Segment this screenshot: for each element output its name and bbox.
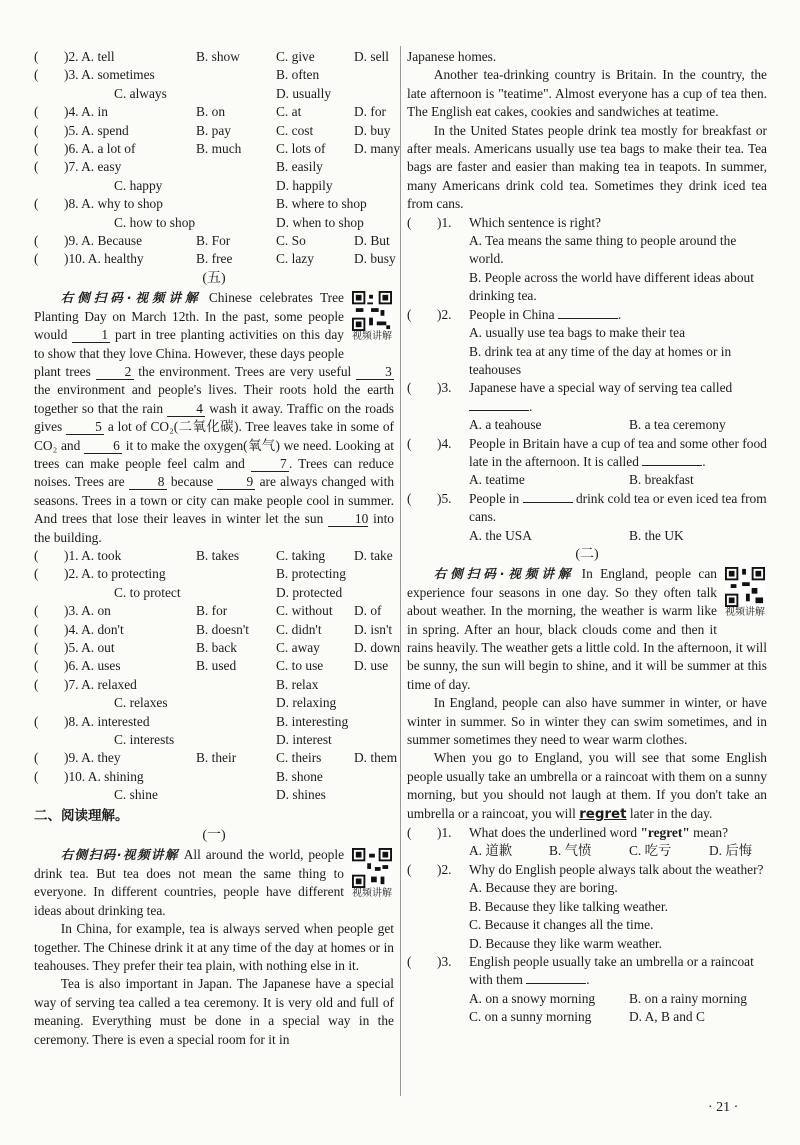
cloze-option-row xyxy=(34,214,394,232)
section-1-title: (一) xyxy=(202,828,226,844)
option-text xyxy=(196,768,276,786)
option: A. usually use tea bags to make their tea xyxy=(469,325,686,341)
cloze-option-row xyxy=(34,103,394,121)
england-paragraph-3: When you go to England, you will see that some English people usually take an umbrella or a raincoat with them on a sunny morning, but you should not laugh at them. If you don't take an umbrella or a raincoat, you will regret later in the day. xyxy=(407,750,767,822)
option-text xyxy=(196,195,276,213)
cloze-option-row xyxy=(34,694,394,712)
blank-6: 6 xyxy=(84,439,122,454)
option-text: )2. A. tell xyxy=(64,49,115,64)
option-text: B. interesting xyxy=(276,713,349,729)
answer-blank xyxy=(642,465,702,466)
option-text xyxy=(354,694,394,712)
option-text xyxy=(196,731,276,749)
option-text: B. free xyxy=(196,251,233,267)
question-england-3: ( )3. English people usually take an umbrella or a raincoat with them . xyxy=(407,953,767,990)
cloze-option-row xyxy=(34,565,394,583)
option-text xyxy=(354,786,394,804)
qr-code[interactable] xyxy=(350,848,394,900)
option-text xyxy=(196,85,276,103)
qr-caption: 视频讲解 xyxy=(352,888,392,900)
option: C. Because it changes all the time. xyxy=(469,917,654,933)
option-text: B. on xyxy=(196,104,226,120)
qr-code-icon xyxy=(352,848,392,888)
option-text xyxy=(354,565,394,583)
option-text xyxy=(196,214,276,232)
option-text: D. down xyxy=(354,640,401,655)
option-text: B. back xyxy=(196,640,237,655)
cloze-option-row xyxy=(34,158,394,176)
option-text: D. them xyxy=(354,750,398,766)
option-text xyxy=(354,158,394,176)
option-text: B. doesn't xyxy=(196,621,250,637)
options-row: A. on a snowy morning B. on a rainy morning xyxy=(469,990,747,1006)
option-text xyxy=(354,214,394,232)
tea-paragraph-3: Tea is also important in Japan. The Japanese have a special way of serving tea called a tea ceremony. It is very old and full of meaning. Everything must be done in a special way in the ceremony. There is even a special room for it in xyxy=(34,976,394,1047)
answer-paren[interactable]: ( xyxy=(34,159,39,175)
qr-caption: 视频讲解 xyxy=(352,331,392,343)
cloze-options-section4 xyxy=(34,48,401,269)
answer-paren[interactable]: ( xyxy=(407,435,412,451)
answer-paren[interactable]: ( xyxy=(34,658,39,674)
option-text xyxy=(354,713,394,731)
answer-paren[interactable]: ( xyxy=(407,825,412,841)
option-text: )8. A. why to shop xyxy=(64,196,163,212)
blank-3: 3 xyxy=(356,365,394,380)
option-text: D. take xyxy=(354,547,393,563)
blank-9: 9 xyxy=(217,475,255,490)
cloze-option-row xyxy=(34,85,394,103)
option-text: C. always xyxy=(114,85,167,101)
option-text xyxy=(354,66,394,84)
option-text: C. lots of xyxy=(276,141,326,157)
answer-blank xyxy=(523,502,573,503)
scan-label: 右侧扫码·视频讲解 xyxy=(60,847,179,863)
options-row: A. the USA B. the UK xyxy=(469,527,684,543)
option-text: )9. A. Because xyxy=(64,233,143,249)
cloze-option-row xyxy=(34,657,394,675)
blank-10: 10 xyxy=(328,512,368,527)
option-text: B. takes xyxy=(196,547,240,563)
cloze-option-row xyxy=(34,140,401,158)
cloze-options-section5 xyxy=(34,547,401,805)
option-text: B. shone xyxy=(276,768,323,784)
blank-2: 2 xyxy=(96,365,134,380)
right-column xyxy=(407,48,767,1027)
question-tea-4: ( )4. People in Britain have a cup of tea and some other food late in the afternoon. It is called . xyxy=(407,435,767,472)
answer-paren[interactable]: ( xyxy=(34,603,39,619)
option-text: C. give xyxy=(276,49,315,64)
option-text: C. happy xyxy=(114,177,163,193)
answer-paren[interactable]: ( xyxy=(34,141,39,157)
answer-paren[interactable]: ( xyxy=(34,676,39,692)
answer-paren[interactable]: ( xyxy=(34,713,39,729)
blank-5: 5 xyxy=(66,420,104,435)
question-england-2: ( )2. Why do English people always talk about the weather? xyxy=(407,861,767,879)
cloze-option-row xyxy=(34,232,394,250)
option-text: B. pay xyxy=(196,122,231,138)
option-text: C. at xyxy=(276,104,302,120)
option-text: )7. A. easy xyxy=(64,159,122,175)
option: B. drink tea at any time of the day at homes or in teahouses xyxy=(469,343,732,377)
scan-label: 右侧扫码·视频讲解 xyxy=(433,566,575,582)
option-text: B. relax xyxy=(276,676,319,692)
question-tea-3: ( )3. Japanese have a special way of serving tea called . xyxy=(407,379,767,416)
answer-blank xyxy=(469,410,529,411)
option-text: )7. A. relaxed xyxy=(64,676,137,692)
option-text: C. shine xyxy=(114,787,158,803)
option-text: C. didn't xyxy=(276,621,322,637)
page-number: · 21 · xyxy=(708,1100,739,1115)
answer-blank xyxy=(526,983,586,984)
option-text: D. happily xyxy=(276,177,333,193)
option-text: C. without xyxy=(276,603,333,619)
blank-8: 8 xyxy=(129,475,167,490)
tea-paragraph-3-end: Japanese homes. xyxy=(407,49,497,64)
option: D. Because they like warm weather. xyxy=(469,935,662,951)
tea-paragraph-2: In China, for example, tea is always served when people get together. The Chinese drink it at any time of the day at homes or in teahouses. They prefer their tea plain, with nothing else in it. xyxy=(34,921,394,973)
option-text xyxy=(354,676,394,694)
option-text: C. taking xyxy=(276,547,326,563)
cloze-option-row xyxy=(34,547,394,565)
answer-paren[interactable]: ( xyxy=(34,104,39,120)
scan-label: 右侧扫码·视频讲解 xyxy=(60,290,202,306)
option-text: D. isn't xyxy=(354,621,393,637)
option-text: C. to use xyxy=(276,658,324,674)
passage-5: 右侧扫码·视频讲解 Chinese celebrates Tree Planting Day on March 12th. In the past, some people would 1 part in tree planting activities on this day to show that they love China. However, these days people plant trees 2 the environment. Trees are very useful 3 the environment and people's lives. Their roots hold the earth together so that the rain 4 wash it away. Traffic on the roads gives 5 a lot of CO₂(二氧化碳). Tree leaves take in some of CO₂ and 6 it to make the oxygen(氧气) we need. Looking at trees can make people feel calm and 7 . Trees can reduce noises. Trees are 8 because 9 are always changed with seasons. Trees in a town or city can make people cool in summer. And trees that lose their leaves in winter let the sun 10 into the building. xyxy=(34,290,395,545)
option-text: B. easily xyxy=(276,159,323,175)
answer-blank xyxy=(558,318,618,319)
option-text: )10. A. healthy xyxy=(64,251,144,267)
cloze-option-row xyxy=(34,122,394,140)
answer-paren[interactable]: ( xyxy=(34,122,39,138)
option: A. Because they are boring. xyxy=(469,880,618,896)
option-text: B. their xyxy=(196,750,237,766)
option-text: D. busy xyxy=(354,251,396,267)
cloze-option-row xyxy=(34,676,394,694)
answer-paren[interactable]: ( xyxy=(34,49,39,64)
answer-paren[interactable]: ( xyxy=(34,750,39,766)
question-england-1: ( )1. What does the underlined word "regret" mean? xyxy=(407,824,767,842)
option-text: B. where to shop xyxy=(276,196,367,212)
option: A. Tea means the same thing to people around the world. xyxy=(469,233,737,267)
option-text: )9. A. they xyxy=(64,750,121,766)
section-2-title: (二) xyxy=(575,546,599,562)
option-text xyxy=(354,177,394,195)
cloze-option-row xyxy=(34,250,394,268)
options-row: A. 道歉 B. 气愤 C. 吃亏 D. 后悔 xyxy=(469,843,753,859)
option-text: D. interest xyxy=(276,732,332,748)
option-text: D. protected xyxy=(276,584,343,600)
tea-paragraph-5: In the United States people drink tea mostly for breakfast or after meals. Americans usually use tea bags to make their tea. Tea bags are faster and easier than making tea in teapots. In summer, many Americans drink cold tea. Sometimes they drink iced tea from cans. xyxy=(407,122,767,212)
option-text xyxy=(196,177,276,195)
option-text: C. relaxes xyxy=(114,695,168,711)
option-text: )5. A. spend xyxy=(64,122,129,138)
answer-paren[interactable]: ( xyxy=(34,566,39,582)
option-text: D. use xyxy=(354,658,389,674)
qr-caption: 视频讲解 xyxy=(725,607,765,619)
england-paragraph-2: In England, people can also have summer in winter, or have winter in summer. So in winter they can swim sometimes, and in summer sometimes they need to wear warm clothes. xyxy=(407,695,767,748)
option-text: C. to protect xyxy=(114,584,181,600)
cloze-option-row xyxy=(34,584,394,602)
blank-4: 4 xyxy=(167,402,205,417)
option-text: B. often xyxy=(276,67,320,83)
option-text xyxy=(196,584,276,602)
section-5-title: (五) xyxy=(202,270,226,286)
blank-7: 7 xyxy=(251,457,289,472)
option-text: D. many xyxy=(354,141,401,157)
cloze-option-row xyxy=(34,713,394,731)
answer-paren[interactable]: ( xyxy=(407,490,412,506)
option-text: )4. A. in xyxy=(64,104,108,120)
option-text: D. But xyxy=(354,233,390,249)
blank-1: 1 xyxy=(72,328,110,343)
answer-paren[interactable]: ( xyxy=(407,380,412,396)
option-text xyxy=(196,158,276,176)
tea-paragraph-1: 右侧扫码·视频讲解 All around the world, people drink tea. But tea does not mean the same thing to everyone. In different countries, people have different ideas about drinking tea. xyxy=(34,847,345,918)
option-text: C. theirs xyxy=(276,750,322,766)
answer-paren[interactable]: ( xyxy=(34,768,39,784)
option-text: B. protecting xyxy=(276,566,346,582)
option-text: )4. A. don't xyxy=(64,621,124,637)
option-text: D. for xyxy=(354,104,386,120)
option-text: B. much xyxy=(196,141,242,157)
column-divider xyxy=(400,46,401,1096)
option-text: D. buy xyxy=(354,122,391,138)
option-text: C. lazy xyxy=(276,251,314,267)
qr-code[interactable] xyxy=(723,567,767,619)
option-text xyxy=(196,66,276,84)
cloze-option-row xyxy=(34,602,394,620)
cloze-option-row xyxy=(34,768,394,786)
option-text: C. interests xyxy=(114,732,175,748)
answer-paren[interactable]: ( xyxy=(407,861,412,877)
option: B. People across the world have different ideas about drinking tea. xyxy=(469,269,754,304)
option-text: B. used xyxy=(196,658,237,674)
option-text xyxy=(354,768,394,786)
option-text: B. show xyxy=(196,49,240,64)
answer-paren[interactable]: ( xyxy=(34,621,39,637)
qr-code-icon xyxy=(352,291,392,331)
qr-code-icon xyxy=(725,567,765,607)
option-text xyxy=(354,731,394,749)
options-row: C. on a sunny morning D. A, B and C xyxy=(469,1009,705,1025)
cloze-option-row xyxy=(34,731,394,749)
option-text: C. So xyxy=(276,233,306,249)
options-row: A. teatime B. breakfast xyxy=(469,472,694,488)
option-text: )10. A. shining xyxy=(64,768,144,784)
option-text xyxy=(196,676,276,694)
left-column xyxy=(34,48,401,1049)
cloze-option-row xyxy=(34,749,398,767)
cloze-option-row xyxy=(34,48,394,66)
option-text: D. sell xyxy=(354,49,389,64)
answer-paren[interactable]: ( xyxy=(34,67,39,83)
question-tea-5: ( )5. People in drink cold tea or even iced tea from cans. xyxy=(407,490,767,527)
option-text: B. for xyxy=(196,603,228,619)
option: B. Because they like talking weather. xyxy=(469,898,668,914)
option-text xyxy=(354,195,394,213)
option-text: C. cost xyxy=(276,122,314,138)
option-text: D. of xyxy=(354,603,382,619)
option-text xyxy=(354,85,394,103)
answer-paren[interactable] xyxy=(34,731,64,749)
answer-paren[interactable]: ( xyxy=(407,953,412,969)
answer-paren[interactable]: ( xyxy=(34,196,39,212)
option-text: D. when to shop xyxy=(276,214,364,230)
option-text: C. how to shop xyxy=(114,214,196,230)
answer-paren[interactable] xyxy=(34,214,64,232)
option-text: )6. A. a lot of xyxy=(64,141,136,157)
option-text xyxy=(354,584,394,602)
option-text: D. relaxing xyxy=(276,695,337,711)
answer-paren[interactable]: ( xyxy=(407,214,412,230)
answer-paren[interactable]: ( xyxy=(34,547,39,563)
cloze-option-row xyxy=(34,786,394,804)
cloze-option-row xyxy=(34,195,394,213)
answer-paren[interactable] xyxy=(34,85,64,103)
option-text: )1. A. took xyxy=(64,547,122,563)
underlined-word-regret: regret xyxy=(579,806,627,822)
option-text: D. shines xyxy=(276,787,326,803)
option-text: )8. A. interested xyxy=(64,713,150,729)
option-text xyxy=(196,786,276,804)
answer-paren[interactable] xyxy=(34,584,64,602)
option-text: B. For xyxy=(196,233,231,249)
answer-paren[interactable] xyxy=(34,786,64,804)
answer-paren[interactable] xyxy=(34,694,64,712)
option-text: )3. A. on xyxy=(64,603,111,619)
option-text: D. usually xyxy=(276,85,332,101)
england-paragraph-1: 右侧扫码·视频讲解 In England, people can experience four seasons in one day. So they often talk about weather. In the morning, the weather is warm like in spring. After an hour, black clouds come and then it rains heavily. The weather gets a little cold. In the afternoon, it will be sunny, the sun will begin to shine, and it will be summer at this time of day. xyxy=(407,566,767,692)
cloze-option-row xyxy=(34,177,394,195)
answer-paren[interactable]: ( xyxy=(34,233,39,249)
reading-comprehension-heading: 二、阅读理解。 xyxy=(34,807,129,824)
cloze-option-row xyxy=(34,66,394,84)
option-text: )6. A. uses xyxy=(64,658,121,674)
answer-paren[interactable]: ( xyxy=(407,306,412,322)
answer-paren[interactable]: ( xyxy=(34,640,39,655)
option-text: )5. A. out xyxy=(64,640,115,655)
option-text: )2. A. to protecting xyxy=(64,566,166,582)
qr-code[interactable] xyxy=(350,291,394,343)
question-tea-1: ( )1. Which sentence is right? xyxy=(407,214,767,232)
option-text xyxy=(196,713,276,731)
option-text: C. away xyxy=(276,640,320,655)
cloze-option-row xyxy=(34,621,394,639)
option-text xyxy=(196,565,276,583)
option-text: )3. A. sometimes xyxy=(64,67,155,83)
options-row: A. a teahouse B. a tea ceremony xyxy=(469,417,726,433)
cloze-option-row xyxy=(34,639,401,657)
tea-paragraph-4: Another tea-drinking country is Britain. In the country, the late afternoon is "teatime". Almost everyone has a cup of tea then. The English eat cakes, cookies and sandwiches at teatime. xyxy=(407,67,767,120)
answer-paren[interactable]: ( xyxy=(34,251,39,267)
question-tea-2: ( )2. People in China . xyxy=(407,306,767,324)
option-text xyxy=(196,694,276,712)
answer-paren[interactable] xyxy=(34,177,64,195)
